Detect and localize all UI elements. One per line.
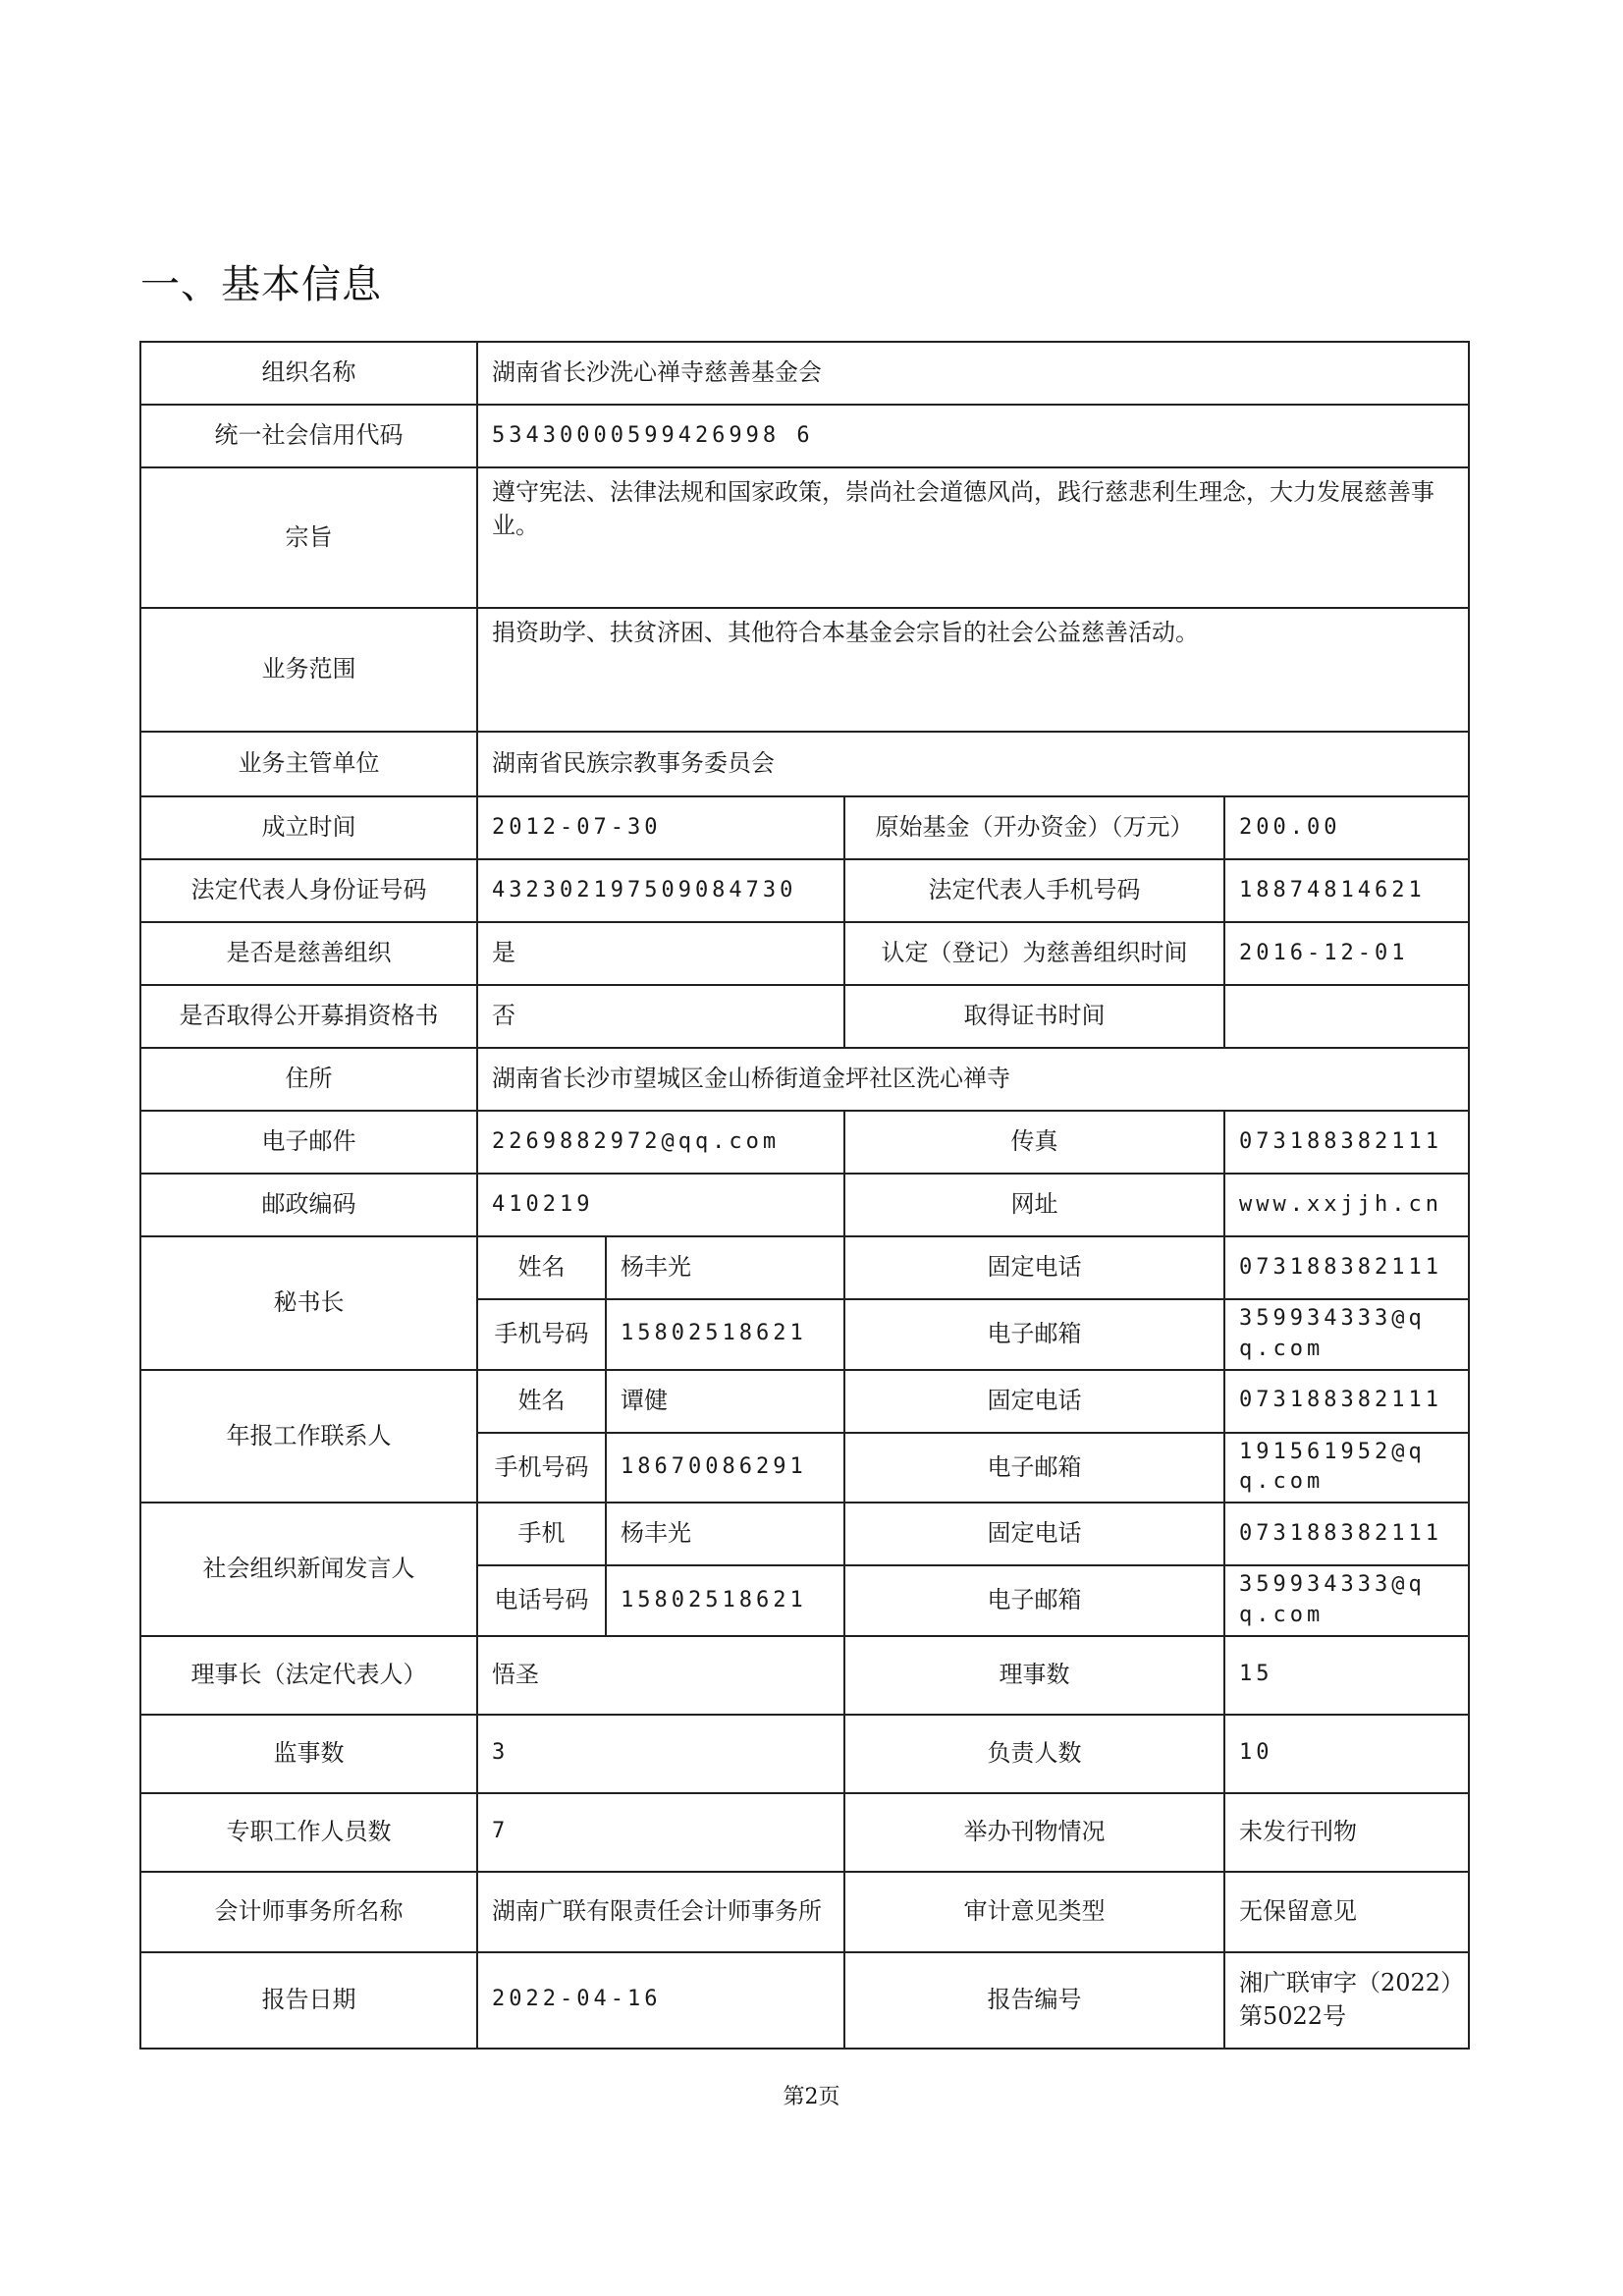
fulltime-staff-label: 专职工作人员数: [140, 1793, 477, 1872]
row-credit-code: [140, 405, 1469, 467]
credit-code-label: 统一社会信用代码: [140, 405, 477, 467]
address-value: 湖南省长沙市望城区金山桥街道金坪社区洗心禅寺: [477, 1048, 1469, 1111]
audit-opinion-value: 无保留意见: [1224, 1872, 1469, 1952]
is-charity-label: 是否是慈善组织: [140, 922, 477, 985]
secretary-mobile-label: 手机号码: [477, 1299, 606, 1370]
row-supervisors: [140, 1715, 1469, 1793]
charity-date-label: 认定（登记）为慈善组织时间: [844, 922, 1224, 985]
contact-name-label: 姓名: [477, 1370, 606, 1433]
row-accounting: [140, 1872, 1469, 1952]
chairman-label: 理事长（法定代表人）: [140, 1636, 477, 1715]
legal-rep-phone-value: 18874814621: [1224, 859, 1469, 922]
row-legal-rep: [140, 859, 1469, 922]
responsible-count-label: 负责人数: [844, 1715, 1224, 1793]
secretary-name-value: 杨丰光: [606, 1236, 844, 1299]
report-contact-label: 年报工作联系人: [140, 1370, 477, 1503]
row-business-scope: [140, 608, 1469, 732]
initial-fund-label: 原始基金（开办资金）（万元）: [844, 796, 1224, 859]
org-name-value: 湖南省长沙洗心禅寺慈善基金会: [477, 342, 1469, 405]
fulltime-staff-value: 7: [477, 1793, 844, 1872]
fax-label: 传真: [844, 1111, 1224, 1174]
business-scope-value: 捐资助学、扶贫济困、其他符合本基金会宗旨的社会公益慈善活动。: [477, 608, 1469, 732]
row-public-fundraising: [140, 985, 1469, 1048]
org-name-label: 组织名称: [140, 342, 477, 405]
cert-date-value: [1224, 985, 1469, 1048]
publications-value: 未发行刊物: [1224, 1793, 1469, 1872]
supervisor-count-label: 监事数: [140, 1715, 477, 1793]
spokesperson-tel-value: 073188382111: [1224, 1503, 1469, 1565]
legal-rep-id-label: 法定代表人身份证号码: [140, 859, 477, 922]
row-charity: [140, 922, 1469, 985]
report-number-value: 湘广联审字（2022）第5022号: [1224, 1952, 1469, 2049]
secretary-email-value: 359934333@qq.com: [1224, 1299, 1469, 1370]
supervisor-value: 湖南省民族宗教事务委员会: [477, 732, 1469, 796]
legal-rep-phone-label: 法定代表人手机号码: [844, 859, 1224, 922]
purpose-value: 遵守宪法、法律法规和国家政策，崇尚社会道德风尚，践行慈悲利生理念，大力发展慈善事业。: [477, 467, 1469, 608]
spokesperson-name-value: 杨丰光: [606, 1503, 844, 1565]
established-label: 成立时间: [140, 796, 477, 859]
page-number: 第2页: [783, 2085, 840, 2109]
responsible-count-value: 10: [1224, 1715, 1469, 1793]
accounting-firm-label: 会计师事务所名称: [140, 1872, 477, 1952]
row-staff: [140, 1793, 1469, 1872]
contact-tel-label: 固定电话: [844, 1370, 1224, 1433]
row-report: [140, 1952, 1469, 2049]
spokesperson-mobile-value: 15802518621: [606, 1565, 844, 1636]
spokesperson-name-label: 手机: [477, 1503, 606, 1565]
contact-email-label: 电子邮箱: [844, 1433, 1224, 1503]
established-value: 2012-07-30: [477, 796, 844, 859]
secretary-tel-value: 073188382111: [1224, 1236, 1469, 1299]
contact-mobile-value: 18670086291: [606, 1433, 844, 1503]
row-chairman: [140, 1636, 1469, 1715]
charity-date-value: 2016-12-01: [1224, 922, 1469, 985]
report-date-value: 2022-04-16: [477, 1952, 844, 2049]
row-contact-1: [140, 1370, 1469, 1433]
fax-value: 073188382111: [1224, 1111, 1469, 1174]
row-email: [140, 1111, 1469, 1174]
public-fundraising-label: 是否取得公开募捐资格书: [140, 985, 477, 1048]
row-org-name: [140, 342, 1469, 405]
publications-label: 举办刊物情况: [844, 1793, 1224, 1872]
audit-opinion-label: 审计意见类型: [844, 1872, 1224, 1952]
cert-date-label: 取得证书时间: [844, 985, 1224, 1048]
row-established: [140, 796, 1469, 859]
purpose-label: 宗旨: [140, 467, 477, 608]
secretary-name-label: 姓名: [477, 1236, 606, 1299]
postcode-value: 410219: [477, 1174, 844, 1236]
basic-info-table: [139, 341, 1470, 2050]
address-label: 住所: [140, 1048, 477, 1111]
contact-email-value: 191561952@qq.com: [1224, 1433, 1469, 1503]
contact-mobile-label: 手机号码: [477, 1433, 606, 1503]
row-secretary-1: [140, 1236, 1469, 1299]
secretary-mobile-value: 15802518621: [606, 1299, 844, 1370]
director-count-label: 理事数: [844, 1636, 1224, 1715]
contact-tel-value: 073188382111: [1224, 1370, 1469, 1433]
supervisor-label: 业务主管单位: [140, 732, 477, 796]
website-value: www.xxjjh.cn: [1224, 1174, 1469, 1236]
section-heading: 一、基本信息: [140, 262, 382, 307]
row-postcode: [140, 1174, 1469, 1236]
spokesperson-email-label: 电子邮箱: [844, 1565, 1224, 1636]
public-fundraising-value: 否: [477, 985, 844, 1048]
email-label: 电子邮件: [140, 1111, 477, 1174]
legal-rep-id-value: 432302197509084730: [477, 859, 844, 922]
is-charity-value: 是: [477, 922, 844, 985]
initial-fund-value: 200.00: [1224, 796, 1469, 859]
row-supervisor: [140, 732, 1469, 796]
secretary-general-label: 秘书长: [140, 1236, 477, 1370]
contact-name-value: 谭健: [606, 1370, 844, 1433]
business-scope-label: 业务范围: [140, 608, 477, 732]
secretary-tel-label: 固定电话: [844, 1236, 1224, 1299]
row-purpose: [140, 467, 1469, 608]
row-address: [140, 1048, 1469, 1111]
director-count-value: 15: [1224, 1636, 1469, 1715]
accounting-firm-value: 湖南广联有限责任会计师事务所: [477, 1872, 844, 1952]
report-date-label: 报告日期: [140, 1952, 477, 2049]
spokesperson-mobile-label: 电话号码: [477, 1565, 606, 1636]
spokesperson-email-value: 359934333@qq.com: [1224, 1565, 1469, 1636]
email-value: 2269882972@qq.com: [477, 1111, 844, 1174]
spokesperson-label: 社会组织新闻发言人: [140, 1503, 477, 1636]
supervisor-count-value: 3: [477, 1715, 844, 1793]
secretary-email-label: 电子邮箱: [844, 1299, 1224, 1370]
credit-code-value: 53430000599426998 6: [477, 405, 1469, 467]
spokesperson-tel-label: 固定电话: [844, 1503, 1224, 1565]
row-spokesperson-1: [140, 1503, 1469, 1565]
website-label: 网址: [844, 1174, 1224, 1236]
chairman-value: 悟圣: [477, 1636, 844, 1715]
report-number-label: 报告编号: [844, 1952, 1224, 2049]
postcode-label: 邮政编码: [140, 1174, 477, 1236]
